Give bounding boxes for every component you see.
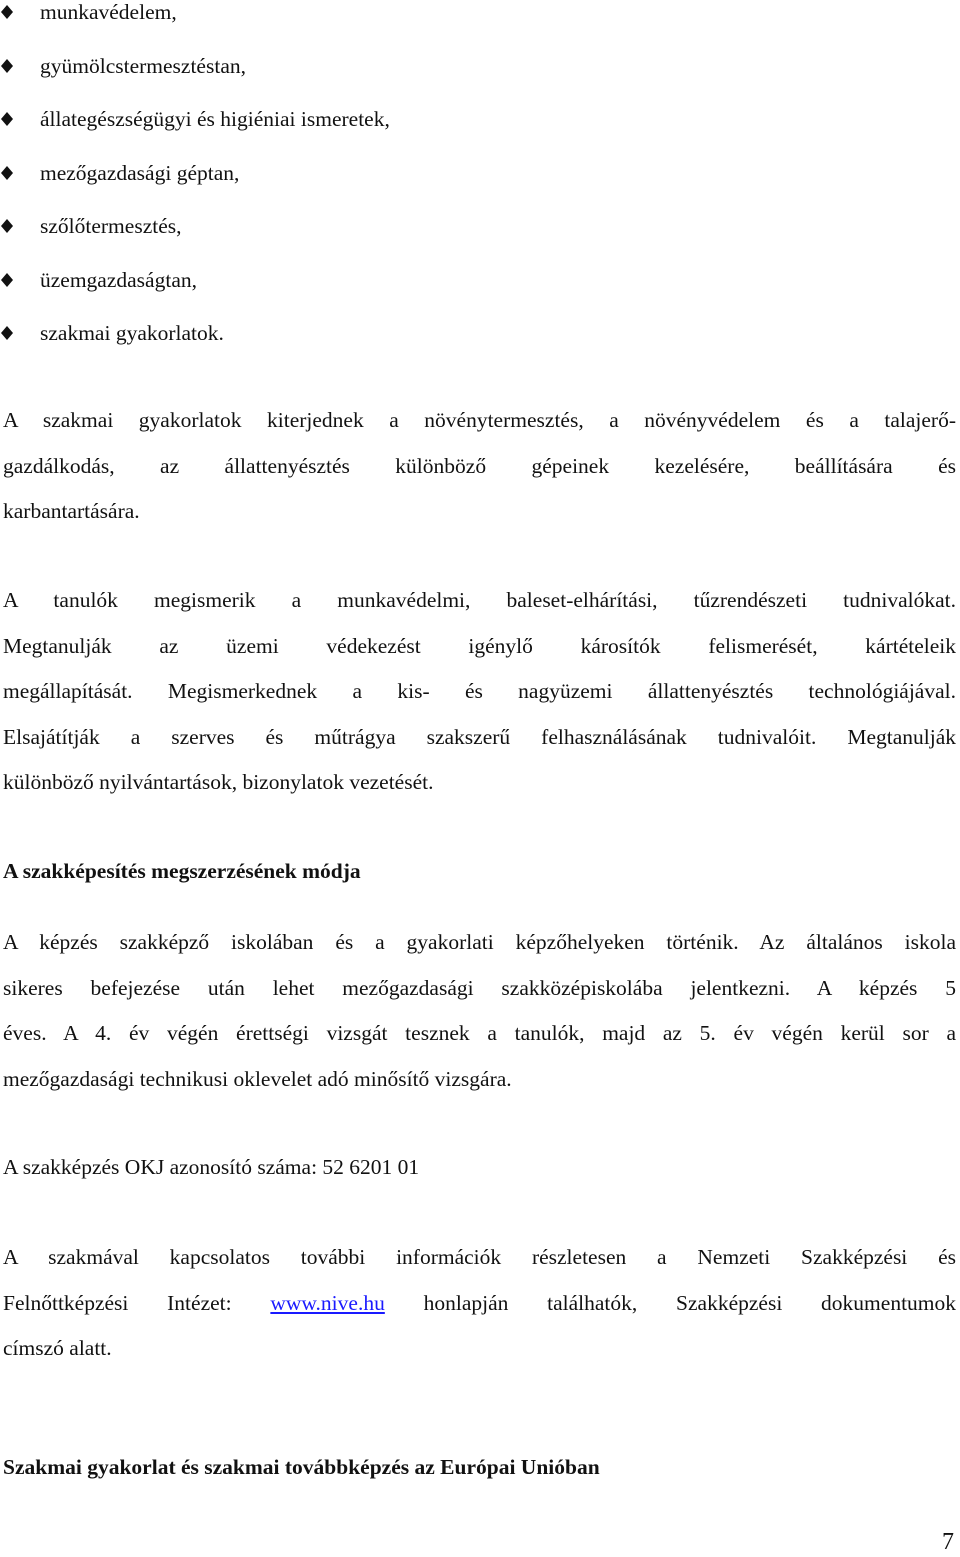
paragraph-line: mezőgazdasági technikusi oklevelet adó minősítő vizsgára. xyxy=(3,1066,512,1091)
section-heading: Szakmai gyakorlat és szakmai továbbképzés az Európai Unióban xyxy=(3,1455,600,1479)
page-number: 7 xyxy=(942,1529,954,1555)
list-item-text: szőlőtermesztés, xyxy=(40,214,182,238)
paragraph-line: címszó alatt. xyxy=(3,1336,112,1360)
paragraph-line: éves. A 4. év végén érettségi vizsgát tesznek a tanulók, majd az 5. év végén kerül sor a xyxy=(3,1021,956,1045)
diamond-bullet-icon xyxy=(0,273,14,287)
section-heading: A szakképesítés megszerzésének módja xyxy=(3,859,361,883)
information-paragraph xyxy=(3,1235,956,1372)
paragraph-line: A szakmai gyakorlatok kiterjednek a növénytermesztés, a növényvédelem és a talajerő- xyxy=(3,408,956,432)
paragraph-line: karbantartására. xyxy=(3,499,140,523)
list-item-text: üzemgazdaságtan, xyxy=(40,267,197,292)
paragraph-line: A szakmával kapcsolatos további információk részletesen a Nemzeti Szakképzési és xyxy=(3,1245,956,1269)
diamond-bullet-icon xyxy=(0,5,14,19)
paragraph-line: gazdálkodás, az állattenyésztés különböző gépeinek kezelésére, beállítására és xyxy=(3,453,956,478)
paragraph-line: különböző nyilvántartások, bizonylatok vezetését. xyxy=(3,770,434,794)
list-item-text: szakmai gyakorlatok. xyxy=(40,321,224,345)
paragraph-line: A képzés szakképző iskolában és a gyakorlati képzőhelyeken történik. Az általános iskola xyxy=(3,930,956,954)
paragraph-line xyxy=(3,1281,956,1327)
subject-bullet-list xyxy=(0,0,390,372)
diamond-bullet-icon xyxy=(0,112,14,126)
learning-paragraph xyxy=(3,578,956,806)
paragraph-line: A tanulók megismerik a munkavédelmi, baleset-elhárítási, tűzrendészeti tudnivalókat. xyxy=(3,588,956,612)
list-item xyxy=(0,265,390,319)
list-item xyxy=(0,158,390,212)
paragraph-line: sikeres befejezése után lehet mezőgazdasági szakközépiskolába jelentkezni. A képzés 5 xyxy=(3,975,956,1000)
paragraph-text: honlapján találhatók, Szakképzési dokumentumok xyxy=(423,1290,957,1315)
list-item-text: mezőgazdasági géptan, xyxy=(40,160,240,185)
list-item xyxy=(0,104,390,158)
list-item xyxy=(0,318,390,372)
list-item xyxy=(0,211,390,265)
training-paragraph xyxy=(3,920,956,1102)
diamond-bullet-icon xyxy=(0,219,14,233)
diamond-bullet-icon xyxy=(0,59,14,73)
paragraph-text: Felnőttképzési Intézet: xyxy=(3,1290,232,1315)
paragraph-line: megállapítását. Megismerkednek a kis- és nagyüzemi állattenyésztés technológiájával. xyxy=(3,679,956,703)
paragraph-line: Megtanulják az üzemi védekezést igénylő károsítók felismerését, kártételeik xyxy=(3,633,956,658)
list-item xyxy=(0,51,390,105)
list-item-text: gyümölcstermesztéstan, xyxy=(40,53,246,78)
nive-link[interactable]: www.nive.hu xyxy=(270,1290,385,1315)
diamond-bullet-icon xyxy=(0,326,14,340)
practice-paragraph xyxy=(3,398,956,535)
diamond-bullet-icon xyxy=(0,166,14,180)
list-item-text: állategészségügyi és higiéniai ismeretek, xyxy=(40,107,390,131)
list-item xyxy=(0,0,390,51)
list-item-text: munkavédelem, xyxy=(40,0,177,24)
okj-identifier-line: A szakképzés OKJ azonosító száma: 52 6201 01 xyxy=(3,1155,420,1179)
paragraph-line: Elsajátítják a szerves és műtrágya szakszerű felhasználásának tudnivalóit. Megtanulják xyxy=(3,724,956,749)
